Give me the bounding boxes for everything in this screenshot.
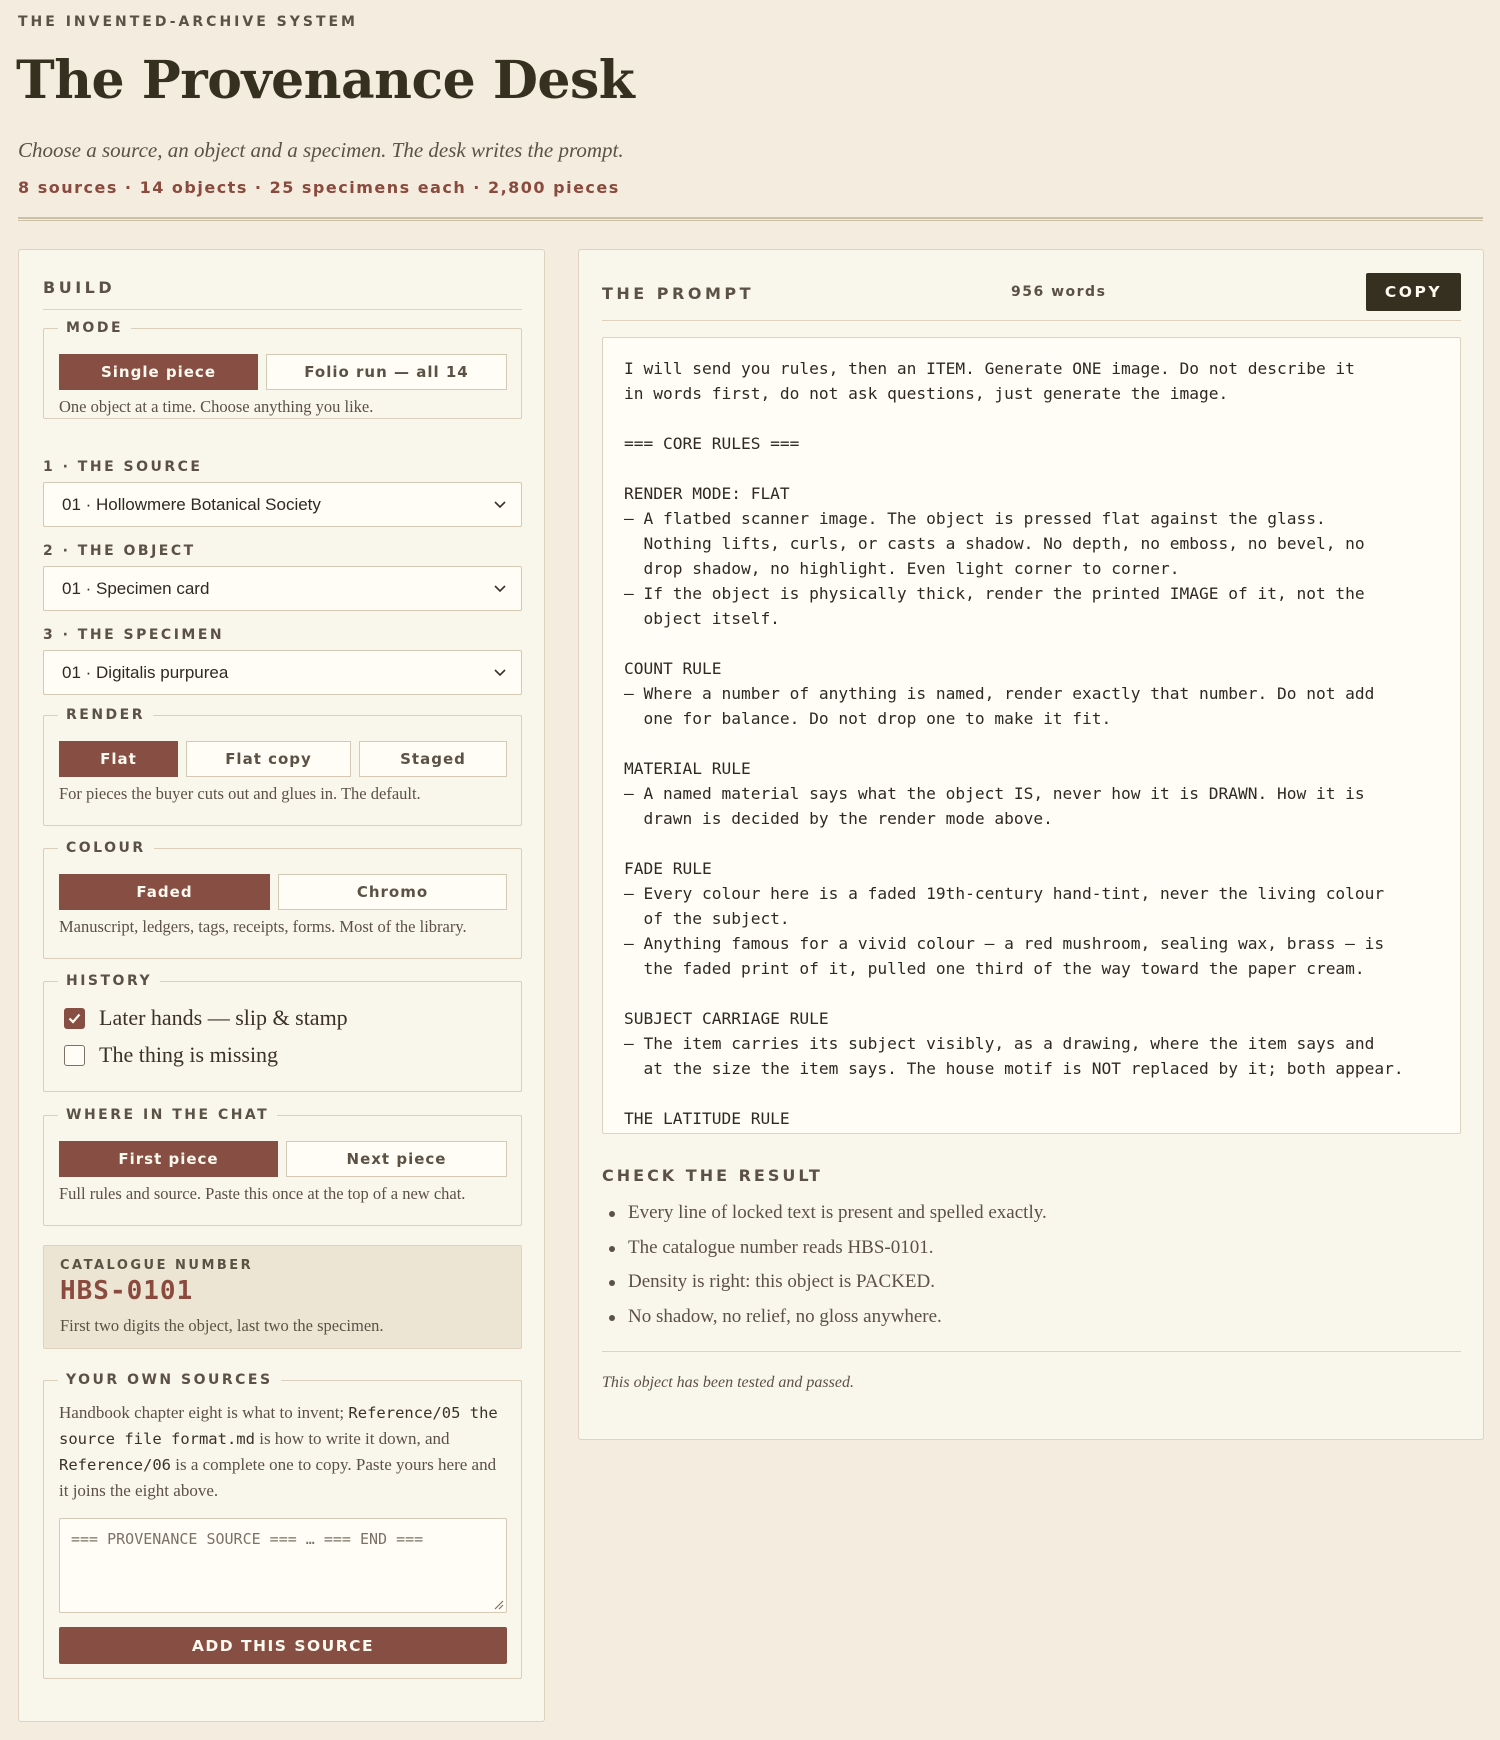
source-select[interactable] bbox=[43, 482, 522, 527]
checkmark-icon bbox=[67, 1011, 82, 1026]
add-source-button[interactable]: ADD THIS SOURCE bbox=[59, 1627, 507, 1664]
history-later-hands-label: Later hands — slip & stamp bbox=[99, 1005, 348, 1030]
check-heading: CHECK THE RESULT bbox=[602, 1166, 823, 1185]
chat-position-legend: WHERE IN THE CHAT bbox=[66, 1107, 270, 1123]
chevron-down-icon bbox=[493, 582, 507, 596]
colour-help: Manuscript, ledgers, tags, receipts, forms. Most of the library. bbox=[59, 917, 467, 936]
reference-05-code: Reference/05 the source file format.md bbox=[59, 1404, 498, 1448]
stats-line: 8 sources · 14 objects · 25 specimens each · 2,800 pieces bbox=[18, 178, 620, 197]
colour-group bbox=[43, 840, 522, 959]
specimen-label: 3 · THE SPECIMEN bbox=[43, 627, 225, 643]
list-item: No shadow, no relief, no gloss anywhere. bbox=[602, 1300, 1047, 1335]
own-sources-text-1: Handbook chapter eight is what to invent; bbox=[59, 1403, 349, 1422]
mode-single-piece-button[interactable]: Single piece bbox=[59, 354, 258, 390]
history-legend: HISTORY bbox=[66, 973, 153, 989]
tested-note: This object has been tested and passed. bbox=[602, 1374, 854, 1391]
resize-handle-icon[interactable] bbox=[492, 1598, 504, 1610]
catalogue-number: HBS-0101 bbox=[60, 1276, 194, 1306]
prompt-text: I will send you rules, then an ITEM. Generate ONE image. Do not describe it in words first, do not ask questions, just generate the image. === CORE RULES === RENDER MODE: FLAT – A flatbed scanner image. The object is pressed flat against the glass. Nothing lifts, curls, or casts a shadow. No depth, no emboss, no bevel, no drop shadow, no highlight. Even light corner to corner. – If the object is physically thick, render the printed IMAGE of it, not the object itself. COUNT RULE – Where a number of anything is named, render exactly that number. Do not add one for balance. Do not drop one to make it fit. MATERIAL RULE – A named material says what the object IS, never how it is DRAWN. How it is drawn is decided by the render mode above. FADE RULE – Every colour here is a faded 19th-century hand-tint, never the living colour of the subject. – Anything famous for a vivid colour – a red mushroom, sealing wax, brass – is the faded print of it, pulled one third of the way toward the paper cream. SUBJECT CARRIAGE RULE – The item carries its subject visibly, as a drawing, where the item says and at the size the item says. The house motif is NOT replaced by it; both appear. THE LATITUDE RULE bbox=[624, 359, 1404, 1128]
check-list bbox=[602, 1196, 1047, 1334]
object-value: 01 · Specimen card bbox=[62, 578, 210, 598]
copy-button[interactable]: COPY bbox=[1366, 273, 1461, 311]
checkbox-unchecked[interactable] bbox=[64, 1045, 85, 1066]
prompt-output-box[interactable] bbox=[602, 337, 1461, 1134]
own-sources-group bbox=[43, 1372, 522, 1679]
page-subtitle: Choose a source, an object and a specimen. The desk writes the prompt. bbox=[18, 138, 624, 162]
render-group bbox=[43, 707, 522, 826]
colour-faded-button[interactable]: Faded bbox=[59, 874, 270, 910]
build-divider bbox=[43, 309, 522, 310]
build-heading: BUILD bbox=[43, 278, 116, 297]
object-select[interactable] bbox=[43, 566, 522, 611]
render-flat-button[interactable]: Flat bbox=[59, 741, 178, 777]
history-missing-label: The thing is missing bbox=[99, 1042, 279, 1067]
catalogue-card bbox=[43, 1245, 522, 1349]
word-count: 956 words bbox=[1011, 284, 1107, 300]
prompt-heading: THE PROMPT bbox=[602, 284, 755, 303]
footer-divider bbox=[602, 1351, 1461, 1352]
source-value: 01 · Hollowmere Botanical Society bbox=[62, 494, 321, 514]
chat-position-help: Full rules and source. Paste this once at the top of a new chat. bbox=[59, 1184, 466, 1203]
list-item: Density is right: this object is PACKED. bbox=[602, 1265, 1047, 1300]
own-sources-text-3: is a complete one to copy. Paste yours here and it joins the eight above. bbox=[59, 1455, 497, 1500]
history-missing-checkbox[interactable] bbox=[64, 1042, 278, 1068]
own-sources-text-2: is how to write it down, and bbox=[254, 1429, 450, 1448]
header-divider bbox=[18, 217, 1483, 221]
source-textarea[interactable] bbox=[59, 1518, 507, 1613]
own-sources-description bbox=[59, 1400, 509, 1504]
catalogue-help: First two digits the object, last two the specimen. bbox=[60, 1316, 384, 1335]
mode-folio-run-button[interactable]: Folio run — all 14 bbox=[266, 354, 507, 390]
mode-group bbox=[43, 320, 522, 419]
specimen-value: 01 · Digitalis purpurea bbox=[62, 662, 229, 682]
colour-legend: COLOUR bbox=[66, 840, 146, 856]
page-title: The Provenance Desk bbox=[16, 50, 635, 111]
reference-06-code: Reference/06 bbox=[59, 1456, 171, 1474]
chevron-down-icon bbox=[493, 498, 507, 512]
list-item: Every line of locked text is present and spelled exactly. bbox=[602, 1196, 1047, 1231]
source-textarea-placeholder: === PROVENANCE SOURCE === … === END === bbox=[71, 1530, 424, 1548]
chat-position-group bbox=[43, 1107, 522, 1226]
build-panel bbox=[18, 249, 545, 1722]
prompt-panel bbox=[578, 249, 1484, 1440]
checkbox-checked[interactable] bbox=[64, 1008, 85, 1029]
render-legend: RENDER bbox=[66, 707, 146, 723]
chevron-down-icon bbox=[493, 666, 507, 680]
history-later-hands-checkbox[interactable] bbox=[64, 1005, 348, 1031]
render-flat-copy-button[interactable]: Flat copy bbox=[186, 741, 351, 777]
mode-legend: MODE bbox=[66, 320, 124, 336]
object-label: 2 · THE OBJECT bbox=[43, 543, 196, 559]
catalogue-label: CATALOGUE NUMBER bbox=[60, 1258, 254, 1273]
specimen-select[interactable] bbox=[43, 650, 522, 695]
chat-next-piece-button[interactable]: Next piece bbox=[286, 1141, 507, 1177]
history-group bbox=[43, 973, 522, 1092]
source-label: 1 · THE SOURCE bbox=[43, 459, 203, 475]
eyebrow: THE INVENTED-ARCHIVE SYSTEM bbox=[18, 14, 358, 30]
chat-first-piece-button[interactable]: First piece bbox=[59, 1141, 278, 1177]
prompt-divider bbox=[602, 320, 1461, 321]
render-help: For pieces the buyer cuts out and glues in. The default. bbox=[59, 784, 421, 803]
mode-help: One object at a time. Choose anything you like. bbox=[59, 397, 374, 416]
colour-chromo-button[interactable]: Chromo bbox=[278, 874, 507, 910]
list-item: The catalogue number reads HBS-0101. bbox=[602, 1231, 1047, 1266]
render-staged-button[interactable]: Staged bbox=[359, 741, 507, 777]
own-sources-legend: YOUR OWN SOURCES bbox=[66, 1372, 273, 1388]
